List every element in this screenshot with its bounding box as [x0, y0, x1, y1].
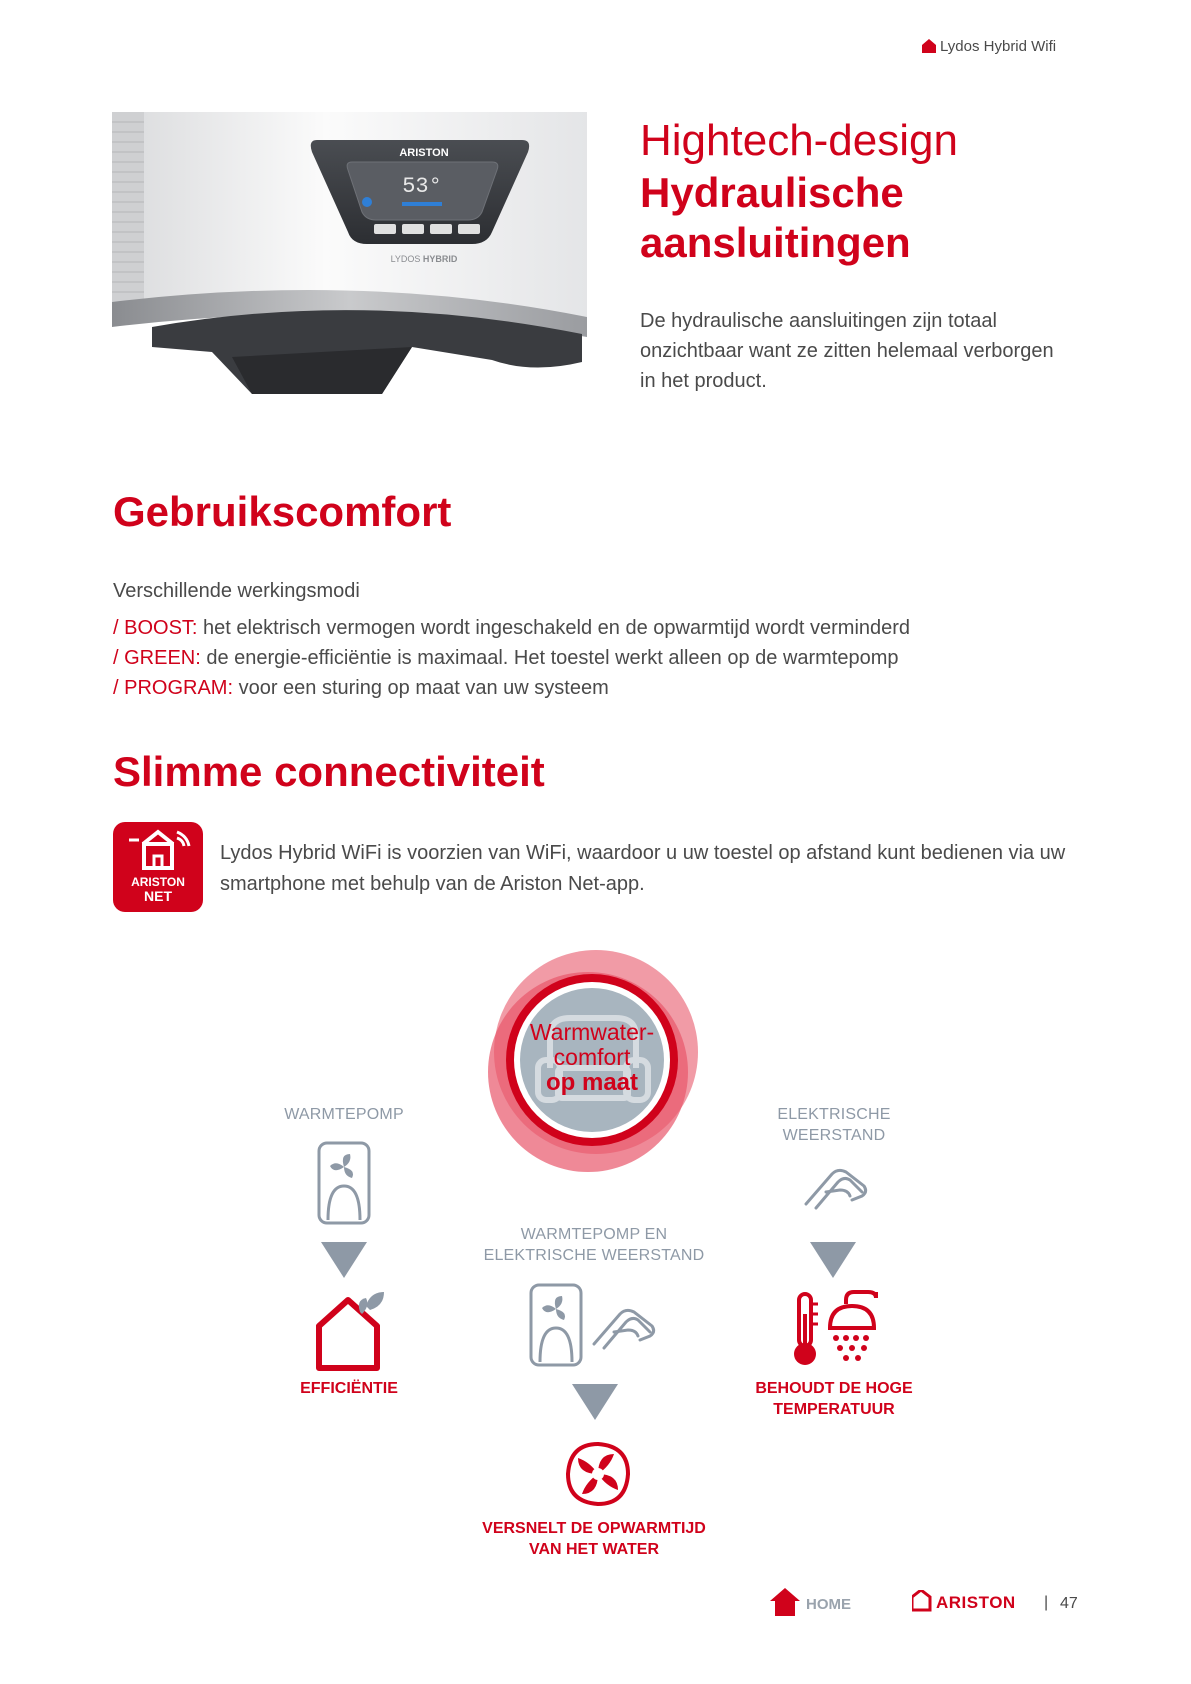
home-icon[interactable] — [770, 1588, 800, 1616]
arrow-down-icon — [572, 1384, 618, 1420]
center-line3: op maat — [545, 1069, 639, 1096]
product-brand: ARISTON — [399, 147, 449, 159]
middle-label-1: WARMTEPOMP EN — [520, 1226, 668, 1243]
middle-label-2: ELEKTRISCHE WEERSTAND — [483, 1247, 705, 1264]
hero-title-bold: Hydraulische aansluitingen — [640, 169, 911, 266]
left-label: WARMTEPOMP — [284, 1106, 404, 1123]
mode-key: / GREEN: — [113, 647, 201, 669]
modes-intro: Verschillende werkingsmodi — [113, 580, 360, 602]
thermometer-icon — [790, 1292, 820, 1368]
heat-pump-icon — [316, 1140, 372, 1226]
connectivity-title: Slimme connectiviteit — [113, 748, 545, 795]
hero-title-light: Hightech-design — [640, 116, 958, 165]
middle-result-1: VERSNELT DE OPWARMTIJD — [482, 1520, 706, 1537]
middle-result-2: VAN HET WATER — [528, 1541, 660, 1558]
heating-element-icon — [802, 1164, 870, 1210]
mode-boost — [113, 617, 910, 640]
right-label-1: ELEKTRISCHE — [777, 1106, 891, 1123]
footer-separator: | — [1044, 1594, 1049, 1611]
heat-pump-icon — [528, 1282, 584, 1368]
heating-element-icon — [590, 1304, 658, 1350]
hero-text: De hydraulische aansluitingen zijn totaal onzichtbaar want ze zitten helemaal verborgen in het product. — [640, 310, 1054, 392]
mode-text: het elektrisch vermogen wordt ingeschakeld en de opwarmtijd wordt verminderd — [197, 617, 911, 639]
footer-brand: ARISTON — [936, 1593, 1016, 1612]
mode-key: / BOOST: — [113, 617, 198, 639]
ariston-logo — [912, 1590, 1038, 1612]
mode-text: voor een sturing op maat van uw systeem — [233, 677, 609, 699]
left-result: EFFICIËNTIE — [300, 1380, 398, 1397]
ariston-net-app-icon — [113, 822, 203, 912]
right-label-2: WEERSTAND — [782, 1127, 886, 1144]
mode-green — [113, 647, 899, 670]
house-icon — [922, 39, 936, 53]
center-circle-graphic — [470, 948, 718, 1180]
header-title: Lydos Hybrid Wifi — [940, 38, 1057, 55]
center-line1: Warmwater- — [529, 1019, 655, 1045]
comfort-title: Gebruikscomfort — [113, 488, 452, 535]
swirl-icon — [564, 1440, 632, 1508]
right-result-1: BEHOUDT DE HOGE — [755, 1380, 913, 1397]
svg-text:LYDOS HYBRID: LYDOS HYBRID — [390, 254, 458, 264]
arrow-down-icon — [810, 1242, 856, 1278]
product-image — [112, 112, 587, 394]
net-logo-line2: NET — [144, 888, 172, 904]
mode-key: / PROGRAM: — [113, 677, 234, 699]
arrow-down-icon — [321, 1242, 367, 1278]
center-line2: comfort — [553, 1044, 631, 1070]
connectivity-text: Lydos Hybrid WiFi is voorzien van WiFi, waardoor u uw toestel op afstand kunt bedienen via uw smartphone met behulp van de Ariston Net-app. — [220, 842, 1066, 895]
page-number: 47 — [1060, 1595, 1078, 1612]
net-logo-line1: ARISTON — [131, 875, 185, 889]
home-link[interactable]: HOME — [806, 1596, 851, 1613]
mode-program — [113, 677, 609, 700]
house-leaf-icon — [314, 1290, 386, 1372]
mode-text: de energie-efficiëntie is maximaal. Het toestel werkt alleen op de warmtepomp — [200, 647, 899, 669]
shower-icon — [826, 1288, 884, 1368]
right-result-2: TEMPERATUUR — [773, 1401, 895, 1418]
product-display-temp: 53° — [402, 174, 442, 199]
